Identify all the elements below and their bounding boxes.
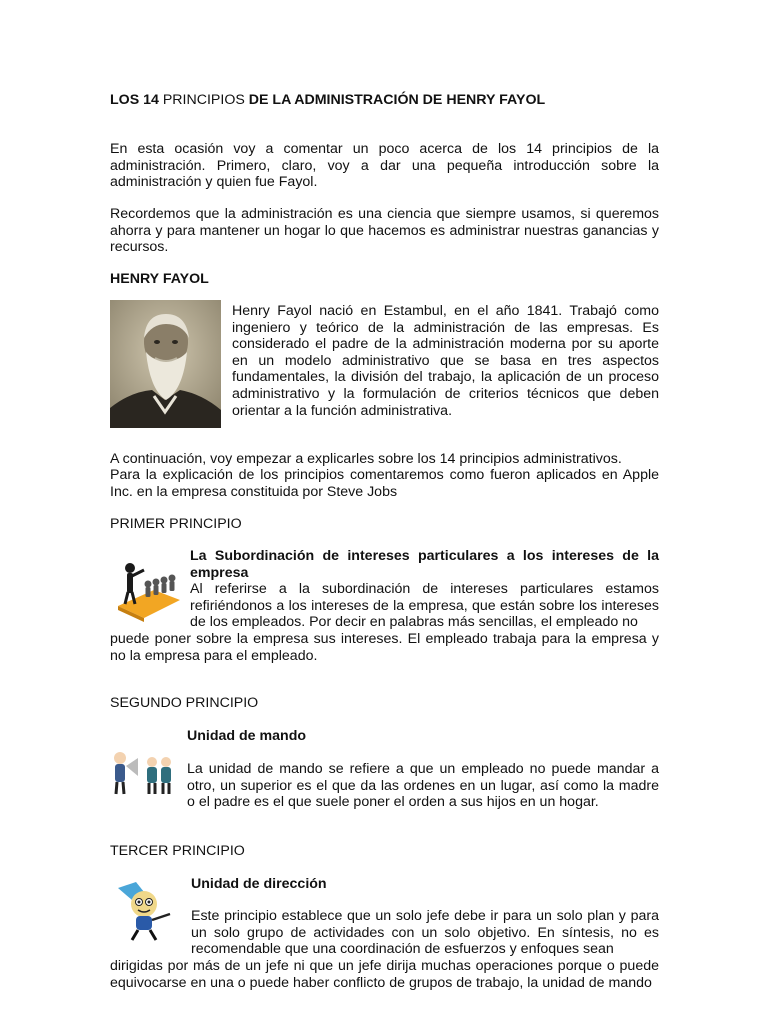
leader-team-illustration xyxy=(110,552,182,622)
principle-2-label: SEGUNDO PRINCIPIO xyxy=(110,695,259,711)
fayol-bio: Henry Fayol nació en Estambul, en el año 1841. Trabajó como ingeniero y teórico de la administración de las empresas. Es considerado el padre de la administración moderna por su aporte en un modelo administrativo que se basa en tres aspectos fundamentales, la división del trabajo, la aplicación de un proceso administrativo y la formulación de criterios técnicos que deben orientar a la función administrativa. xyxy=(232,303,659,419)
principle-3-label: TERCER PRINCIPIO xyxy=(110,843,245,859)
continuation-line-2: Para la explicación de los principios comentaremos como fueron aplicados en Apple Inc. en la empresa constituida por Steve Jobs xyxy=(110,467,659,500)
principle-2-text: La unidad de mando se refiere a que un empleado no puede mandar a otro, un superior es el que da las ordenes en un lugar, así como la madre o el padre es el que suele poner el orden a sus hijos en un hogar. xyxy=(187,761,659,811)
title-part-bold-2: DE LA ADMINISTRACIÓN DE HENRY FAYOL xyxy=(248,92,546,108)
principle-1-text-full: puede poner sobre la empresa sus intereses. El empleado trabaja para la empresa y no la empresa para el empleado. xyxy=(110,631,659,664)
director-character-illustration xyxy=(110,878,184,942)
principle-1-text-wrap: Al referirse a la subordinación de intereses particulares estamos refiriéndonos a los intereses de la empresa, que están sobre los intereses de los empleados. Por decir en palabras más sencillas, el empleado no xyxy=(190,581,659,631)
intro-paragraph-2: Recordemos que la administración es una ciencia que siempre usamos, si queremos ahorra y para mantener un hogar lo que hacemos es administrar nuestras ganancias y recursos. xyxy=(110,206,659,256)
principle-1-label: PRIMER PRINCIPIO xyxy=(110,516,242,532)
principle-3-heading: Unidad de dirección xyxy=(191,876,327,892)
principle-2-heading: Unidad de mando xyxy=(187,728,307,744)
principle-3-text-wrap: Este principio establece que un solo jefe debe ir para un solo plan y para un solo grupo de actividades con un solo objetivo. En síntesis, no es recomendable que una coordinación de esfuerzos y enfoques sean xyxy=(191,908,659,958)
henry-fayol-portrait xyxy=(110,300,221,428)
principle-1-heading: La Subordinación de intereses particulares a los intereses de la empresa xyxy=(190,548,659,581)
megaphone-boss-illustration xyxy=(110,746,178,796)
section-heading-fayol: HENRY FAYOL xyxy=(110,271,209,287)
title-part-regular: PRINCIPIOS xyxy=(158,92,249,108)
continuation-line-1: A continuación, voy empezar a explicarles sobre los 14 principios administrativos. xyxy=(110,451,622,467)
principle-3-text-full: dirigidas por más de un jefe ni que un jefe dirija muchas operaciones porque o puede equivocarse en una o puede haber conflicto de grupos de trabajo, la unidad de mando xyxy=(110,958,659,991)
intro-paragraph-1: En esta ocasión voy a comentar un poco acerca de los 14 principios de la administración. Primero, claro, voy a dar una pequeña introducción sobre la administración y quien fue Fayol. xyxy=(110,141,659,191)
page-title xyxy=(110,92,545,108)
title-part-bold: LOS 14 xyxy=(110,92,159,108)
